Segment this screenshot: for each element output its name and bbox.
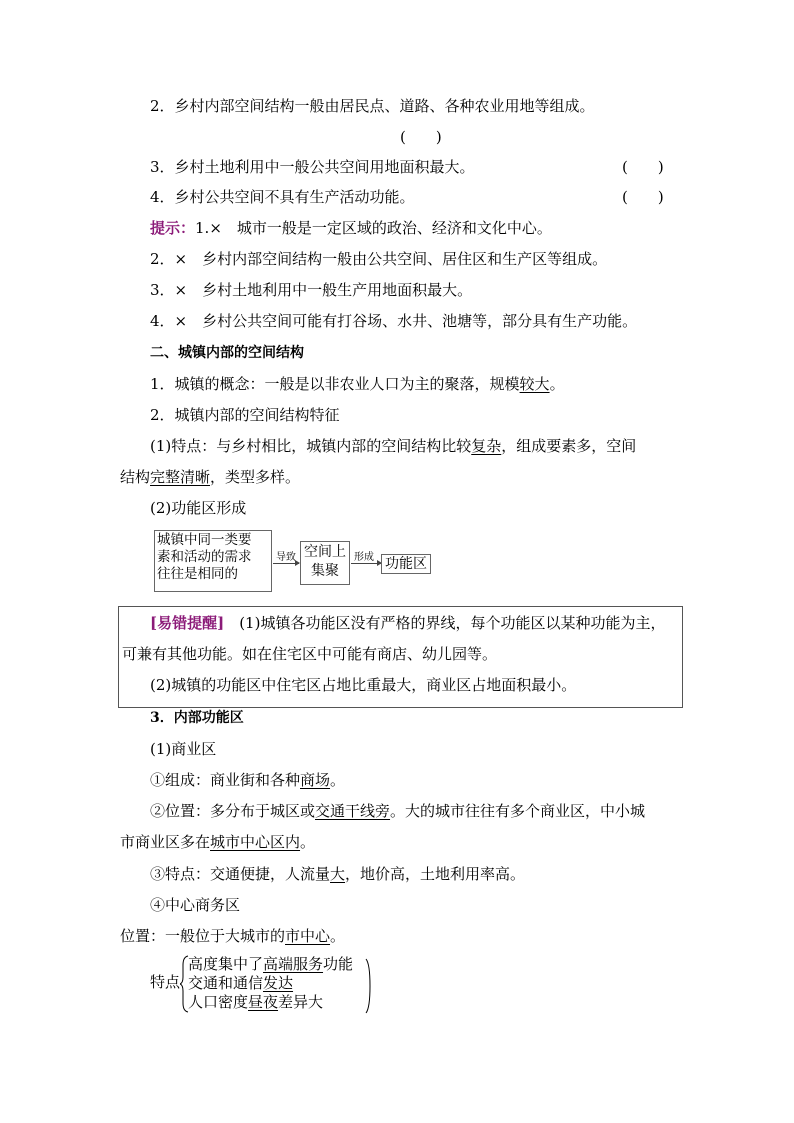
urban-concept: 1．城镇的概念：一般是以非农业人口为主的聚落，规模较大。 [150,375,565,393]
answer-underline: 昼夜 [248,993,279,1011]
functional-zone-formation-heading: (2)功能区形成 [150,499,247,517]
cbd-heading: ④中心商务区 [150,896,241,914]
flow-label-forms: 形成 [354,552,374,563]
flow-arrow-2 [351,563,381,564]
question-4-answer-blank: ( ) [622,188,664,206]
hint-1 [150,218,552,238]
answer-underline: 完整清晰 [150,468,211,486]
warning-line-2: 可兼有其他功能。如在住宅区中可能有商店、幼儿园等。 [122,645,498,663]
hint-2: 2．× 乡村内部空间结构一般由公共空间、居住区和生产区等组成。 [150,250,608,268]
commercial-characteristics: ③特点：交通便捷，人流量大，地价高，土地利用率高。 [150,865,526,883]
urban-structure-features-heading: 2．城镇内部的空间结构特征 [150,406,340,424]
hint-4: 4．× 乡村公共空间可能有打谷场、水井、池塘等，部分具有生产功能。 [150,312,638,330]
question-2-answer-blank: ( ) [400,128,442,146]
answer-underline: 交通干线旁 [315,802,391,820]
flow-box-spatial-agglomeration: 空间上 集聚 [300,541,350,585]
warning-line-1: [易错提醒] (1)城镇各功能区没有严格的界线，每个功能区以某种功能为主， [150,614,666,632]
internal-functional-zones-heading: 3．内部功能区 [150,710,244,726]
cbd-feature-2: 交通和通信发达 [188,974,294,992]
question-3-answer-blank: ( ) [622,158,664,176]
cbd-features-label: 特点 [150,973,181,991]
commercial-zone-heading: (1)商业区 [150,740,217,758]
commercial-composition: ①组成：商业街和各种商场。 [150,771,346,789]
section-heading-urban-structure: 二、城镇内部的空间结构 [150,345,304,361]
hint-3: 3．× 乡村土地利用中一般生产用地面积最大。 [150,281,473,299]
question-4: 4．乡村公共空间不具有生产活动功能。 [150,188,415,206]
cbd-feature-3: 人口密度昼夜差异大 [188,993,324,1011]
warning-line-3: (2)城镇的功能区中住宅区占地比重最大，商业区占地面积最小。 [150,676,577,694]
flow-arrow-1 [273,563,299,564]
warning-label: [易错提醒] [150,614,225,632]
commercial-location-line2: 市商业区多在城市中心区内。 [120,833,316,851]
flow-box-functional-zone: 功能区 [381,554,431,574]
cbd-feature-1: 高度集中了高端服务功能 [188,955,354,973]
answer-underline: 较大 [519,375,550,393]
right-bracket-icon [364,958,372,1014]
cbd-location: 位置：一般位于大城市的市中心。 [120,927,346,945]
answer-underline: 城市中心区内 [210,833,301,851]
flow-box-same-needs: 城镇中同一类要 素和活动的需求 往往是相同的 [154,530,272,592]
answer-underline: 发达 [263,974,294,992]
hint-label: 提示： [150,219,196,237]
answer-underline: 大 [330,865,346,883]
answer-underline: 商场 [300,771,331,789]
hint-1-text: 1.× 城市一般是一定区域的政治、经济和文化中心。 [195,219,552,237]
feature-paragraph-line1: (1)特点：与乡村相比，城镇内部的空间结构比较复杂，组成要素多，空间 [150,437,637,455]
question-3: 3．乡村土地利用中一般公共空间用地面积最大。 [150,158,475,176]
answer-underline: 市中心 [285,927,331,945]
flow-label-leads-to: 导致 [276,552,296,563]
answer-underline: 复杂 [471,437,502,455]
answer-underline: 高端服务 [263,955,324,973]
feature-paragraph-line2: 结构完整清晰，类型多样。 [120,468,301,486]
commercial-location-line1: ②位置：多分布于城区或交通干线旁。大的城市往往有多个商业区，中小城 [150,802,646,820]
question-2: 2．乡村内部空间结构一般由居民点、道路、各种农业用地等组成。 [150,97,595,115]
